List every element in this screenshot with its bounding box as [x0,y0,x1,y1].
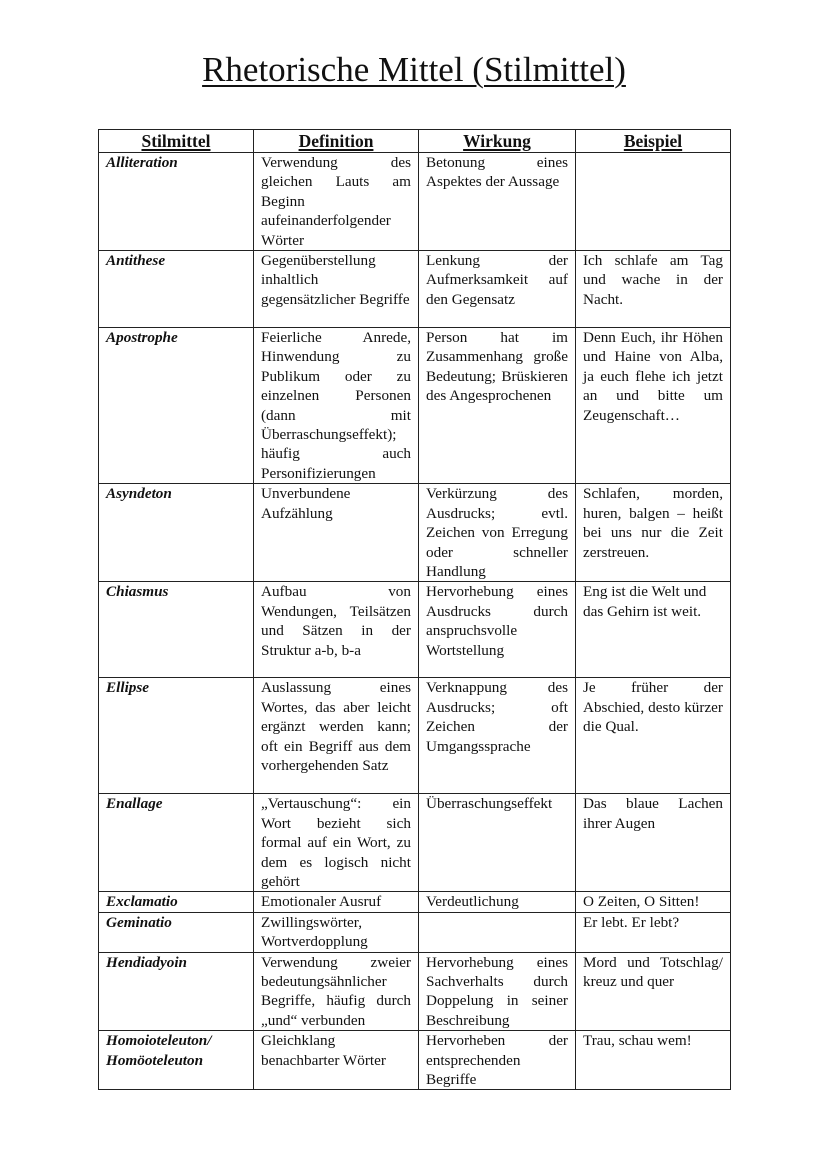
example-cell: Ich schlafe am Tag und wache in der Nacht. [576,251,731,328]
table-row [99,582,731,678]
table-row [99,794,731,892]
effect-cell: Hervorheben der entsprechenden Begriffe [419,1031,576,1090]
example-cell: Mord und Totschlag/ kreuz und quer [576,952,731,1031]
example-cell [576,153,731,251]
term-cell: Antithese [99,251,254,328]
table-row [99,1031,731,1090]
effect-cell: Hervorhebung eines Sachverhalts durch Doppelung in seiner Beschreibung [419,952,576,1031]
header-stilmittel: Stilmittel [99,130,254,153]
table-row [99,678,731,794]
definition-cell: Verwendung zweier bedeutungsähnlicher Begriffe, häufig durch „und“ verbunden [254,952,419,1031]
example-cell: Je früher der Abschied, desto kürzer die Qual. [576,678,731,794]
definition-cell: Gegenüberstellung inhaltlich gegensätzlicher Begriffe [254,251,419,328]
example-cell: Er lebt. Er lebt? [576,912,731,952]
term-cell: Enallage [99,794,254,892]
header-beispiel: Beispiel [576,130,731,153]
table-row [99,892,731,912]
definition-cell: Verwendung des gleichen Lauts am Beginn aufeinanderfolgender Wörter [254,153,419,251]
term-cell: Hendiadyoin [99,952,254,1031]
definition-cell: Unverbundene Aufzählung [254,484,419,582]
table-row [99,251,731,328]
term-cell: Alliteration [99,153,254,251]
example-cell: Denn Euch, ihr Höhen und Haine von Alba, ja euch flehe ich jetzt an und bitte um Zeugenschaft… [576,328,731,484]
effect-cell [419,912,576,952]
definition-cell: Emotionaler Ausruf [254,892,419,912]
term-cell: Homoioteleuton/ Homöoteleuton [99,1031,254,1090]
term-cell: Ellipse [99,678,254,794]
table-row [99,912,731,952]
term-cell: Exclamatio [99,892,254,912]
table-header-row [99,130,731,153]
definition-cell: Aufbau von Wendungen, Teilsätzen und Sätzen in der Struktur a-b, b-a [254,582,419,678]
example-cell: O Zeiten, O Sitten! [576,892,731,912]
page-title: Rhetorische Mittel (Stilmittel) [202,50,626,89]
term-cell: Asyndeton [99,484,254,582]
term-cell: Chiasmus [99,582,254,678]
effect-cell: Person hat im Zusammenhang große Bedeutung; Brüskieren des Angesprochenen [419,328,576,484]
term-cell: Geminatio [99,912,254,952]
effect-cell: Hervorhebung eines Ausdrucks durch anspruchsvolle Wortstellung [419,582,576,678]
definition-cell: Auslassung eines Wortes, das aber leicht ergänzt werden kann; oft ein Begriff aus dem vorhergehenden Satz [254,678,419,794]
example-cell: Eng ist die Welt und das Gehirn ist weit. [576,582,731,678]
effect-cell: Verkürzung des Ausdrucks; evtl. Zeichen von Erregung oder schneller Handlung [419,484,576,582]
example-cell: Schlafen, morden, huren, balgen – heißt bei uns nur die Zeit zerstreuen. [576,484,731,582]
effect-cell: Verknappung des Ausdrucks; oft Zeichen der Umgangssprache [419,678,576,794]
header-wirkung: Wirkung [419,130,576,153]
definition-cell: Gleichklang benachbarter Wörter [254,1031,419,1090]
effect-cell: Verdeutlichung [419,892,576,912]
example-cell: Das blaue Lachen ihrer Augen [576,794,731,892]
effect-cell: Überraschungseffekt [419,794,576,892]
definition-cell: „Vertauschung“: ein Wort bezieht sich formal auf ein Wort, zu dem es logisch nicht gehört [254,794,419,892]
table-row [99,484,731,582]
header-definition: Definition [254,130,419,153]
effect-cell: Lenkung der Aufmerksamkeit auf den Gegensatz [419,251,576,328]
stilmittel-table [98,129,731,1090]
table-row [99,328,731,484]
table-row [99,952,731,1031]
definition-cell: Feierliche Anrede, Hinwendung zu Publikum oder zu einzelnen Personen (dann mit Überraschungseffekt); häufig auch Personifizierungen [254,328,419,484]
effect-cell: Betonung eines Aspektes der Aussage [419,153,576,251]
term-cell: Apostrophe [99,328,254,484]
example-cell: Trau, schau wem! [576,1031,731,1090]
definition-cell: Zwillingswörter, Wortverdopplung [254,912,419,952]
table-row [99,153,731,251]
